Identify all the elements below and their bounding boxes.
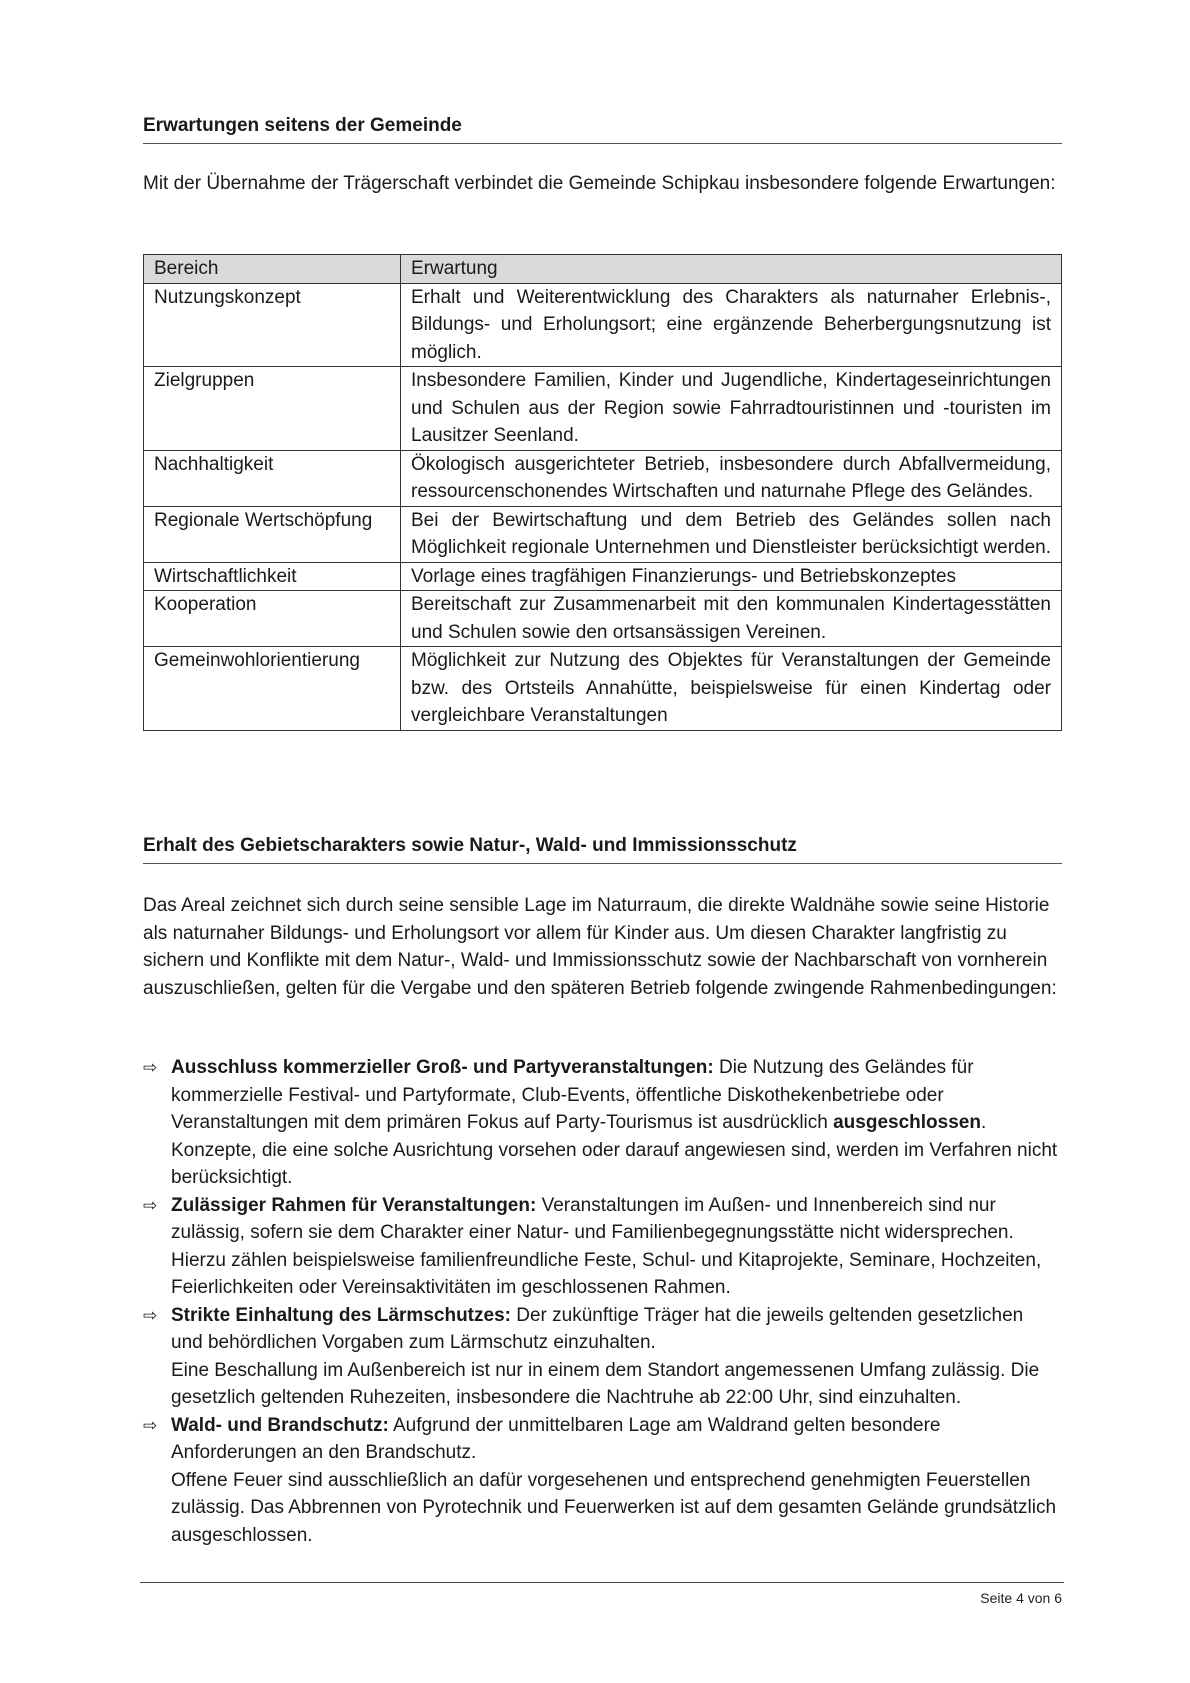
table-cell-bereich: Regionale Wertschöpfung [144, 506, 401, 562]
table-row [144, 647, 1062, 731]
section2-intro-paragraph: Das Areal zeichnet sich durch seine sensible Lage im Naturraum, die direkte Waldnähe sowie seine Historie als naturnaher Bildungs- und Erholungsort vor allem für Kinder aus. Um diesen Charakter langfristig zu sichern und Konflikte mit dem Natur-, Wald- und Immissionsschutz sowie der Nachbarschaft von vornherein auszuschließen, gelten für die Vergabe und den späteren Betrieb folgende zwingende Rahmenbedingungen: [143, 895, 1057, 999]
table-cell-erwartung: Bei der Bewirtschaftung und dem Betrieb des Geländes sollen nach Möglichkeit regionale Unternehmen und Dienstleister berücksichtigt werden. [401, 506, 1062, 562]
list-item-title: Ausschluss kommerzieller Groß- und Partyveranstaltungen: [171, 1057, 714, 1078]
list-item-text-continued: Eine Beschallung im Außenbereich ist nur in einem dem Standort angemessenen Umfang zulässig. Die gesetzlich geltenden Ruhezeiten, insbesondere die Nachtruhe ab 22:00 Uhr, sind einzuhalten. [171, 1359, 1040, 1408]
table-row [144, 367, 1062, 451]
table-row [144, 591, 1062, 647]
list-item [143, 1192, 1060, 1302]
footer-divider [140, 1582, 1064, 1583]
list-item [143, 1302, 1060, 1412]
list-item-text [171, 1412, 1060, 1467]
section-heading-erwartungen: Erwartungen seitens der Gemeinde [143, 114, 1062, 144]
list-item-emphasis: ausgeschlossen [833, 1112, 981, 1133]
table-row [144, 562, 1062, 591]
arrow-right-icon: ⇨ [143, 1415, 158, 1435]
arrow-right-icon: ⇨ [143, 1195, 158, 1215]
intro-paragraph: Mit der Übernahme der Trägerschaft verbindet die Gemeinde Schipkau insbesondere folgende Erwartungen: [143, 173, 1056, 194]
table-row [144, 283, 1062, 367]
table-header-row [144, 255, 1062, 284]
table-row [144, 506, 1062, 562]
table-cell-bereich: Wirtschaftlichkeit [144, 562, 401, 591]
list-item-body: Der zukünftige Träger hat die jeweils geltenden gesetzlichen und behördlichen Vorgaben zum Lärmschutz einzuhalten. [171, 1304, 1024, 1353]
table-header-bereich: Bereich [144, 255, 401, 284]
page-number: Seite 4 von 6 [980, 1590, 1062, 1606]
table-cell-erwartung: Vorlage eines tragfähigen Finanzierungs- und Betriebskonzeptes [401, 562, 1062, 591]
table-row [144, 450, 1062, 506]
conditions-list [143, 1054, 1060, 1549]
list-item-body: Die Nutzung des Geländes für kommerzielle Festival- und Partyformate, Club-Events, öffentliche Diskothekenbetriebe oder Veranstaltungen mit dem primären Fokus auf Party-Tourismus ist ausdrücklich [171, 1057, 974, 1133]
list-item-body: Veranstaltungen im Außen- und Innenbereich sind nur zulässig, sofern sie dem Charakter einer Natur- und Familienbegegnungsstätte nicht widersprechen. Hierzu zählen beispielsweise familienfreundliche Feste, Schul- und Kitaprojekte, Seminare, Hochzeiten, Feierlichkeiten oder Vereinsaktivitäten im geschlossenen Rahmen. [171, 1194, 1042, 1298]
table-cell-bereich: Zielgruppen [144, 367, 401, 451]
list-item-text [171, 1054, 1060, 1192]
list-item-text [171, 1302, 1060, 1357]
table-cell-erwartung: Bereitschaft zur Zusammenarbeit mit den kommunalen Kindertagesstätten und Schulen sowie den ortsansässigen Vereinen. [401, 591, 1062, 647]
table-header-erwartung: Erwartung [401, 255, 1062, 284]
section-heading-gebietscharakter: Erhalt des Gebietscharakters sowie Natur-, Wald- und Immissionsschutz [143, 834, 1062, 864]
table-cell-bereich: Kooperation [144, 591, 401, 647]
list-item-text [171, 1192, 1060, 1302]
list-item-title: Wald- und Brandschutz: [171, 1414, 389, 1436]
table-cell-erwartung: Erhalt und Weiterentwicklung des Charakters als naturnaher Erlebnis-, Bildungs- und Erholungsort; eine ergänzende Beherbergungsnutzung ist möglich. [401, 283, 1062, 367]
table-cell-bereich: Nachhaltigkeit [144, 450, 401, 506]
list-item-body: Aufgrund der unmittelbaren Lage am Waldrand gelten besondere Anforderungen an den Brandschutz. [171, 1414, 941, 1463]
table-cell-bereich: Nutzungskonzept [144, 283, 401, 367]
arrow-right-icon: ⇨ [143, 1305, 158, 1325]
arrow-right-icon: ⇨ [143, 1058, 158, 1077]
list-item [143, 1054, 1060, 1192]
table-cell-bereich: Gemeinwohlorientierung [144, 647, 401, 731]
list-item-body: . Konzepte, die eine solche Ausrichtung vorsehen oder darauf angewiesen sind, werden im Verfahren nicht berücksichtigt. [171, 1112, 1058, 1188]
expectations-table [143, 254, 1062, 731]
list-item-text-continued: Offene Feuer sind ausschließlich an dafür vorgesehenen und entsprechend genehmigten Feuerstellen zulässig. Das Abbrennen von Pyrotechnik und Feuerwerken ist auf dem gesamten Gelände grundsätzlich ausgeschlossen. [171, 1469, 1057, 1546]
list-item-title: Zulässiger Rahmen für Veranstaltungen: [171, 1194, 537, 1216]
table-cell-erwartung: Möglichkeit zur Nutzung des Objektes für Veranstaltungen der Gemeinde bzw. des Ortsteils Annahütte, beispielsweise für einen Kindertag oder vergleichbare Veranstaltungen [401, 647, 1062, 731]
table-cell-erwartung: Insbesondere Familien, Kinder und Jugendliche, Kindertageseinrichtungen und Schulen aus der Region sowie Fahrradtouristinnen und -touristen im Lausitzer Seenland. [401, 367, 1062, 451]
list-item-title: Strikte Einhaltung des Lärmschutzes: [171, 1304, 511, 1326]
list-item [143, 1412, 1060, 1550]
table-cell-erwartung: Ökologisch ausgerichteter Betrieb, insbesondere durch Abfallvermeidung, ressourcenschonendes Wirtschaften und naturnahe Pflege des Geländes. [401, 450, 1062, 506]
